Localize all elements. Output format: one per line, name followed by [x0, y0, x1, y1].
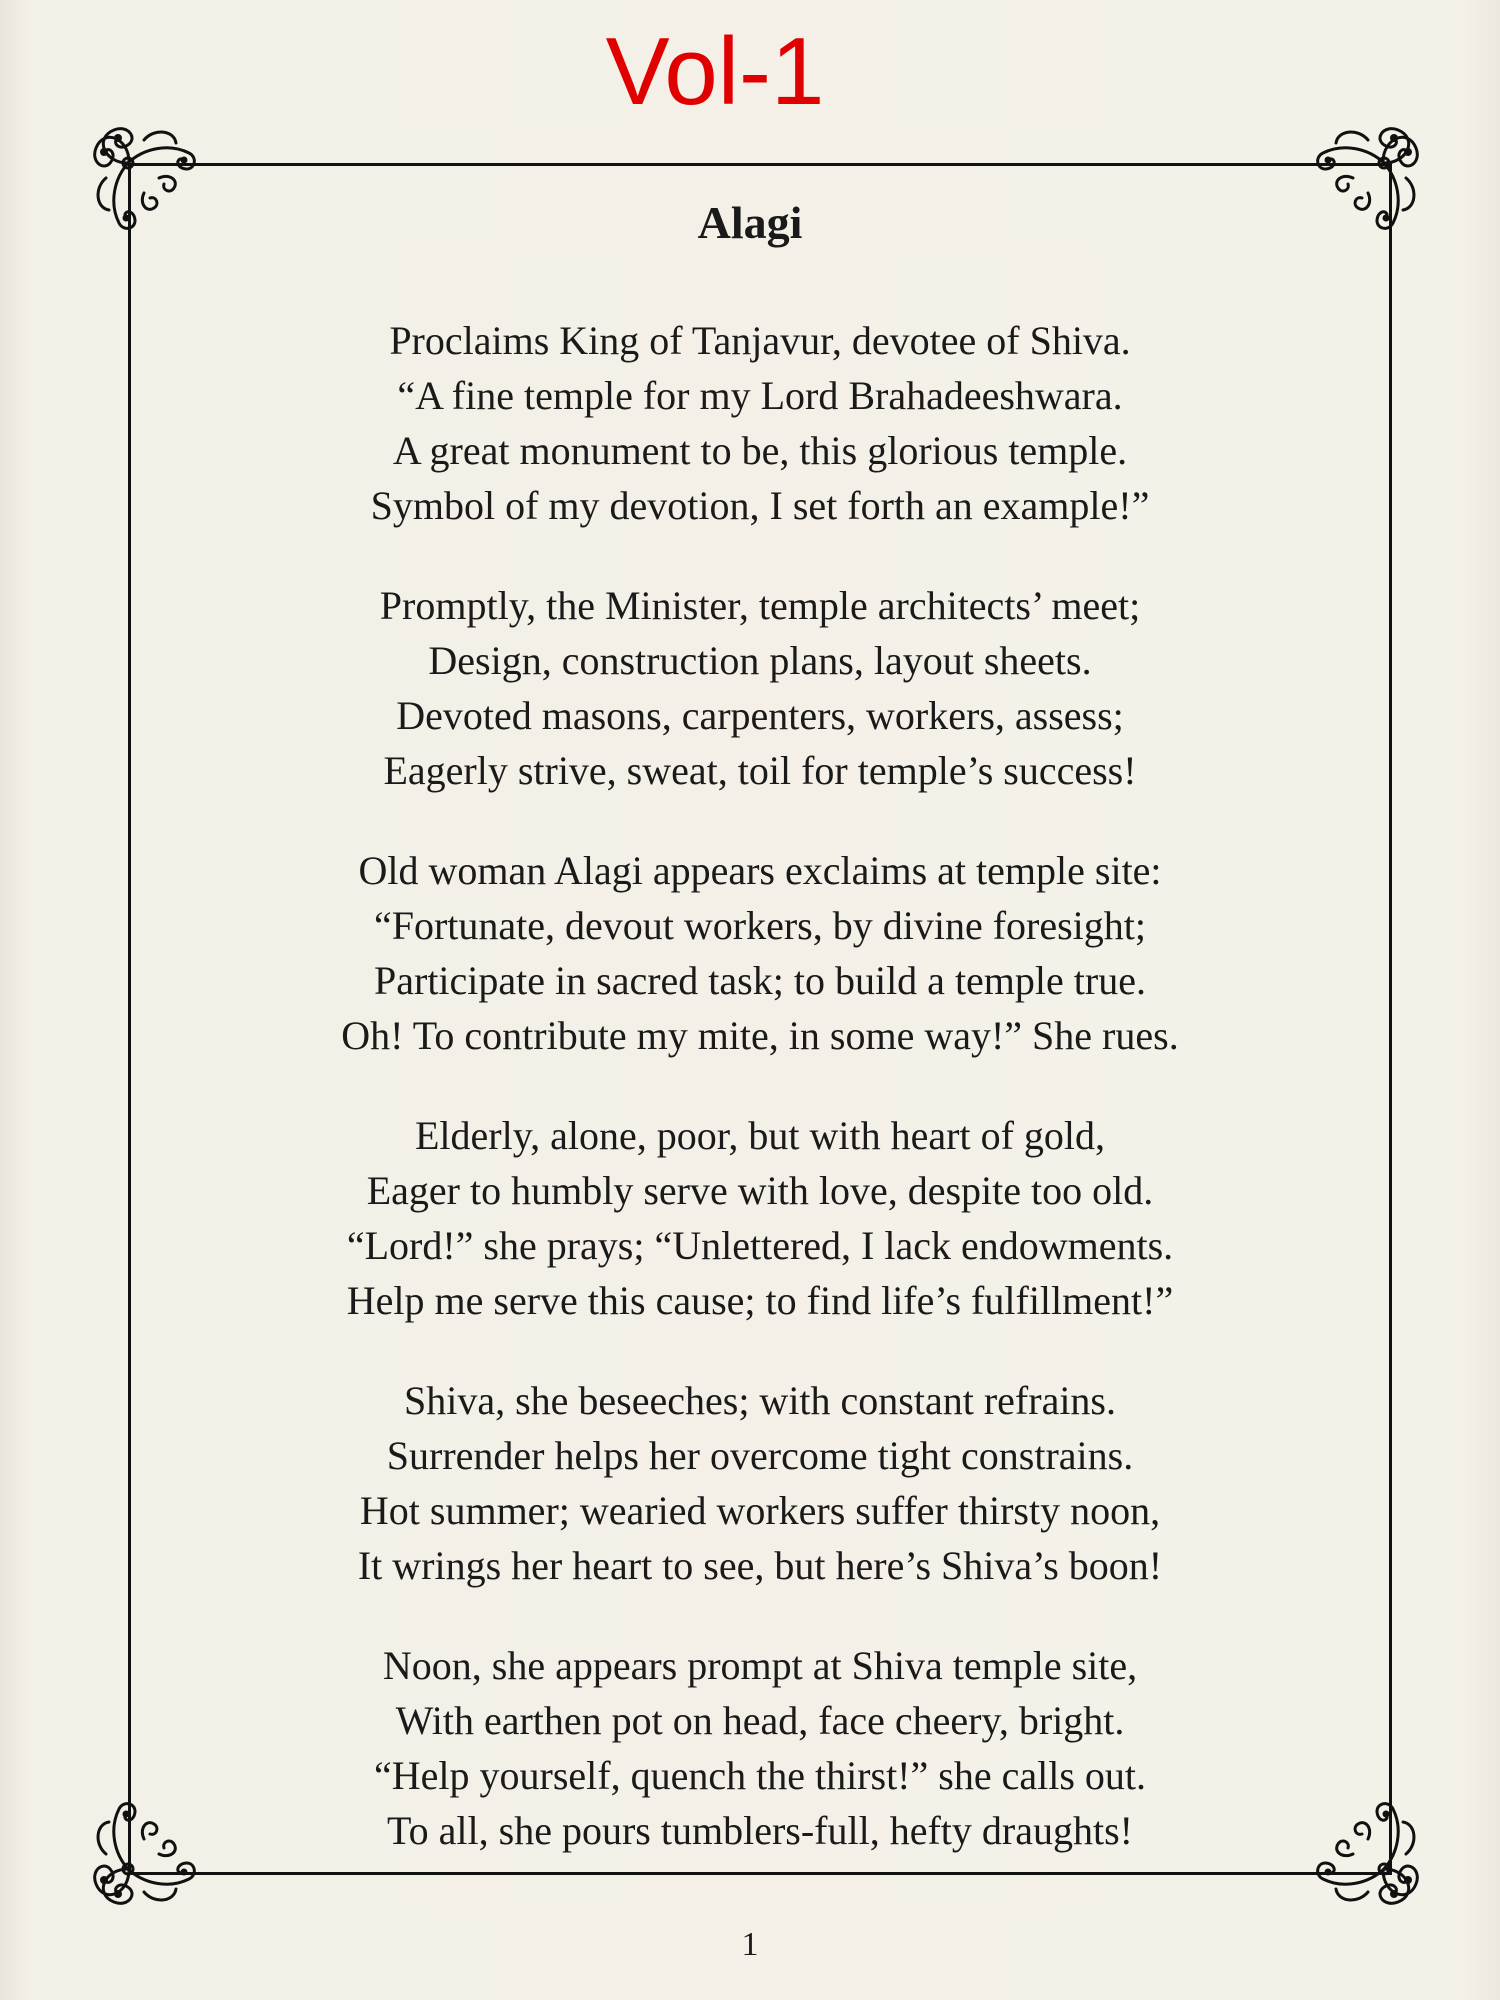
stanza: [160, 313, 1360, 533]
poem-line: Symbol of my devotion, I set forth an example!”: [370, 483, 1150, 528]
stanza: [160, 578, 1360, 798]
poem-line: Hot summer; wearied workers suffer thirsty noon,: [359, 1488, 1161, 1533]
poem-line: With earthen pot on head, face cheery, bright.: [395, 1698, 1125, 1743]
stanza: [160, 1108, 1360, 1328]
volume-label: Vol-1: [605, 18, 825, 125]
stanza: [160, 1373, 1360, 1593]
poem-line: Help me serve this cause; to find life’s fulfillment!”: [346, 1278, 1174, 1323]
poem-line: “Help yourself, quench the thirst!” she calls out.: [374, 1753, 1146, 1798]
page-number: 1: [741, 1926, 759, 1963]
poem-line: “A fine temple for my Lord Brahadeeshwara.: [397, 373, 1123, 418]
poem-line: To all, she pours tumblers-full, hefty draughts!: [387, 1808, 1133, 1853]
stanza: [160, 1638, 1360, 1858]
poem-body: [160, 313, 1360, 1903]
poem-title: Alagi: [697, 197, 803, 248]
poem-line: Eagerly strive, sweat, toil for temple’s success!: [383, 748, 1137, 793]
poem-line: It wrings her heart to see, but here’s Shiva’s boon!: [357, 1543, 1163, 1588]
poem-line: “Fortunate, devout workers, by divine foresight;: [373, 903, 1147, 948]
poem-line: Elderly, alone, poor, but with heart of gold,: [414, 1113, 1106, 1158]
stanza: [160, 843, 1360, 1063]
poem-line: Shiva, she beseeches; with constant refrains.: [403, 1378, 1116, 1423]
poem-line: Oh! To contribute my mite, in some way!” She rues.: [341, 1013, 1179, 1058]
poem-line: Promptly, the Minister, temple architects’ meet;: [379, 583, 1141, 628]
poem-line: “Lord!” she prays; “Unlettered, I lack endowments.: [346, 1223, 1174, 1268]
poem-line: Devoted masons, carpenters, workers, assess;: [396, 693, 1124, 738]
poem-line: Eager to humbly serve with love, despite too old.: [366, 1168, 1154, 1213]
poem-line: Old woman Alagi appears exclaims at temple site:: [358, 848, 1162, 893]
poem-line: Proclaims King of Tanjavur, devotee of Shiva.: [389, 318, 1131, 363]
poem-line: Noon, she appears prompt at Shiva temple site,: [382, 1643, 1138, 1688]
poem-line: Surrender helps her overcome tight constrains.: [386, 1433, 1134, 1478]
poem-line: Design, construction plans, layout sheets.: [428, 638, 1092, 683]
poem-line: A great monument to be, this glorious temple.: [392, 428, 1128, 473]
poem-line: Participate in sacred task; to build a temple true.: [374, 958, 1146, 1003]
